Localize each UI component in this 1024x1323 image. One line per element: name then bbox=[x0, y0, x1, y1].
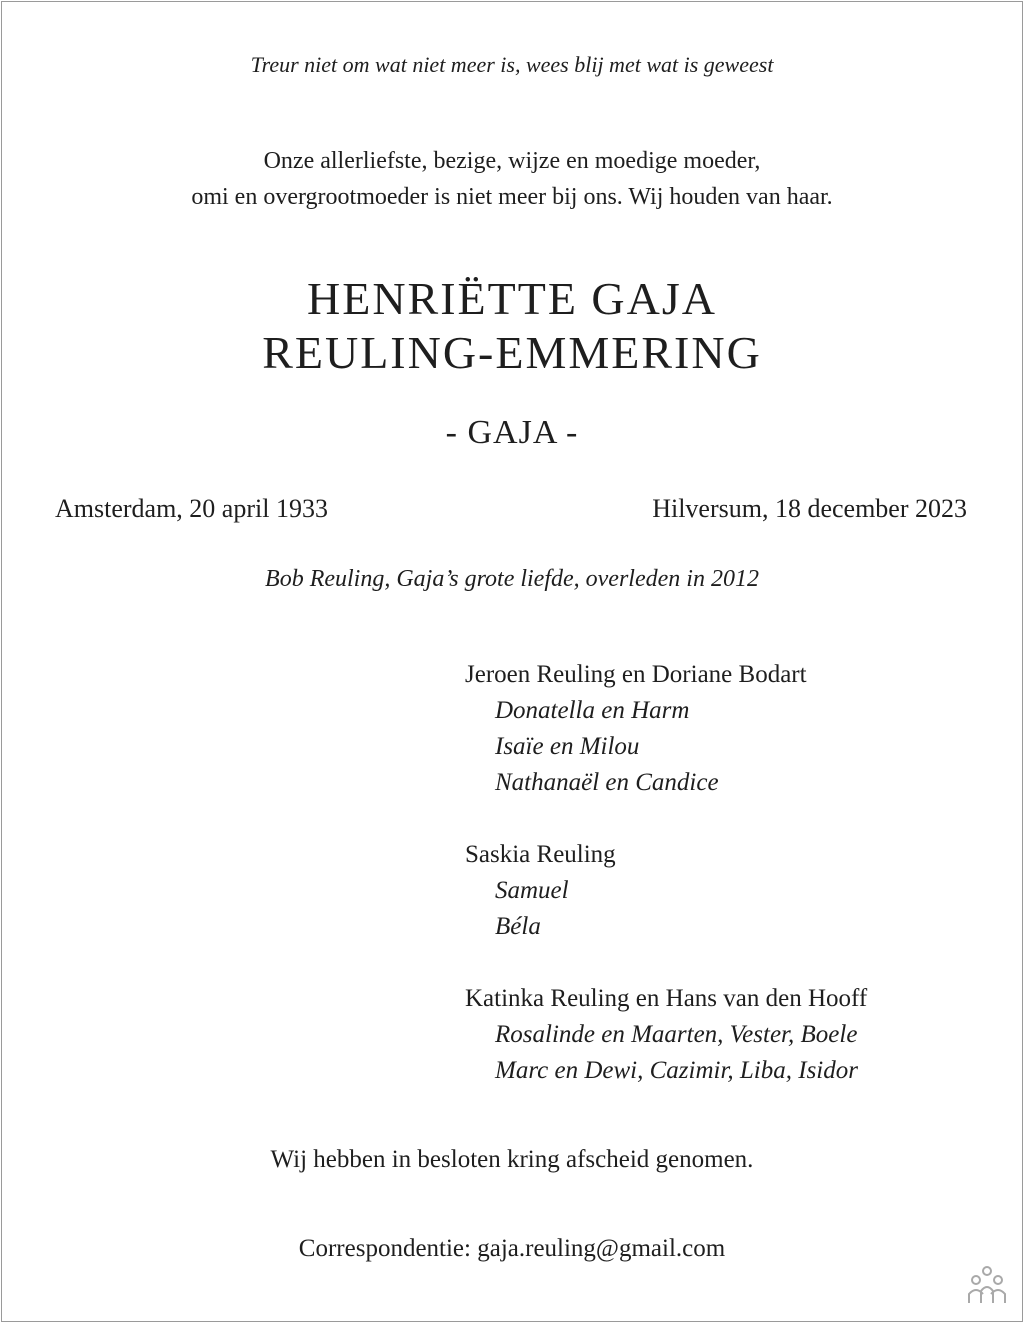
spouse-note: Bob Reuling, Gaja’s grote liefde, overleden in 2012 bbox=[265, 566, 759, 592]
family-head: Saskia Reuling bbox=[465, 841, 616, 868]
deceased-name bbox=[0, 272, 1024, 380]
family-group bbox=[465, 981, 867, 1089]
family-list bbox=[465, 657, 867, 1125]
family-member: Rosalinde en Maarten, Vester, Boele bbox=[495, 1021, 858, 1048]
family-member: Béla bbox=[495, 913, 541, 940]
family-group bbox=[465, 657, 867, 801]
birth-place-date: Amsterdam, 20 april 1933 bbox=[55, 494, 328, 523]
family-member: Isaïe en Milou bbox=[495, 733, 640, 760]
correspondence-address: Correspondentie: gaja.reuling@gmail.com bbox=[298, 1235, 726, 1262]
family-member: Samuel bbox=[495, 877, 569, 904]
family-head: Jeroen Reuling en Doriane Bodart bbox=[465, 661, 807, 688]
family-head: Katinka Reuling en Hans van den Hooff bbox=[465, 985, 868, 1012]
family-member: Nathanaël en Candice bbox=[495, 769, 719, 796]
family-member: Donatella en Harm bbox=[495, 697, 690, 724]
family-member: Marc en Dewi, Cazimir, Liba, Isidor bbox=[495, 1057, 858, 1084]
family-group-icon bbox=[964, 1263, 1010, 1309]
closing-text: Wij hebben in besloten kring afscheid genomen. bbox=[270, 1146, 754, 1173]
family-group bbox=[465, 837, 867, 945]
deceased-name-line-2: REULING-EMMERING bbox=[262, 327, 762, 378]
intro-line-2: omi en overgrootmoeder is niet meer bij ons. Wij houden van haar. bbox=[191, 184, 833, 210]
death-place-date: Hilversum, 18 december 2023 bbox=[652, 494, 967, 523]
intro-line-1: Onze allerliefste, bezige, wijze en moedige moeder, bbox=[263, 148, 761, 174]
deceased-name-line-1: HENRIËTTE GAJA bbox=[307, 273, 717, 324]
motto: Treur niet om wat niet meer is, wees blij met wat is geweest bbox=[250, 52, 774, 77]
nickname: - GAJA - bbox=[445, 414, 579, 451]
intro-text bbox=[0, 143, 1024, 215]
